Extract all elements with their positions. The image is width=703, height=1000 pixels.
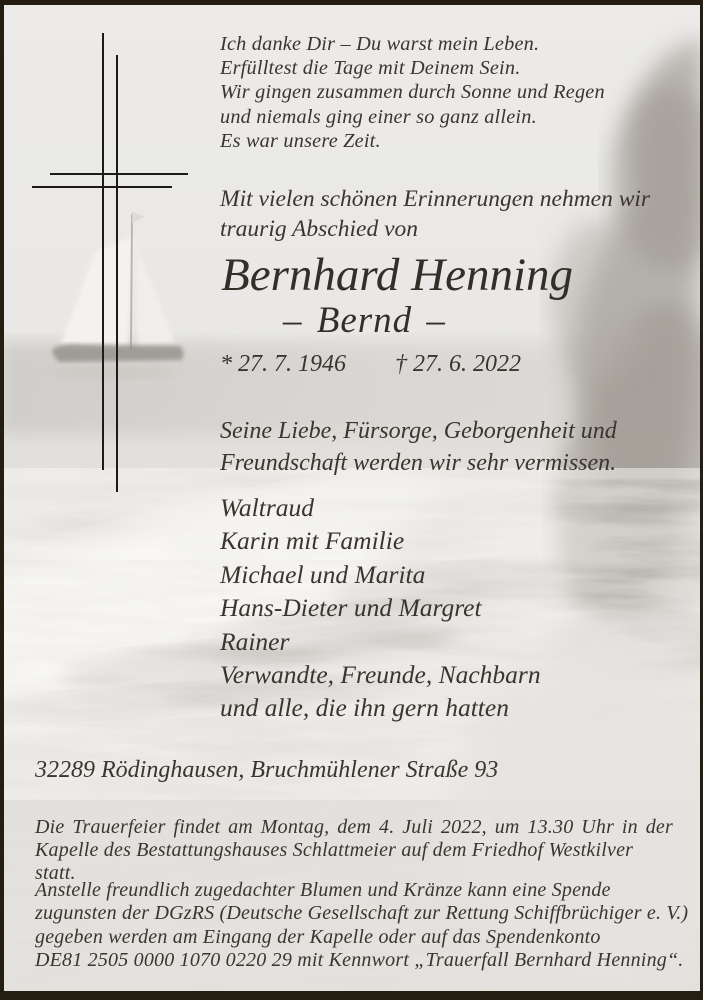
mourner-item: Hans-Dieter und Margret — [220, 593, 482, 623]
poem-line: Ich danke Dir – Du warst mein Leben. — [220, 33, 540, 55]
donation-line: DE81 2505 0000 1070 0220 29 mit Kennwort „Trauerfall Bernhard Henning“. — [35, 949, 684, 972]
mourner-item: und alle, die ihn gern hatten — [220, 693, 509, 723]
address-line: 32289 Rödinghausen, Bruchmühlener Straße 93 — [35, 757, 499, 783]
poem-line: Wir gingen zusammen durch Sonne und Regen — [220, 81, 605, 104]
mourner-item: Michael und Marita — [220, 559, 426, 589]
cross-horizontal-line-1 — [50, 173, 188, 175]
donation-line: gegeben werden am Eingang der Kapelle oder auf das Spendenkonto — [35, 925, 601, 948]
donation-line: zugunsten der DGzRS (Deutsche Gesellschaft zur Rettung Schiffbrüchiger e. V.) — [35, 902, 689, 925]
intro-line: traurig Abschied von — [220, 216, 418, 242]
intro-line: Mit vielen schönen Erinnerungen nehmen wir — [220, 186, 651, 212]
cross-horizontal-line-2 — [32, 186, 172, 188]
death-date: † 27. 6. 2022 — [395, 351, 521, 377]
poem-line: und niemals ging einer so ganz allein. — [220, 105, 537, 128]
funeral-details — [35, 816, 673, 886]
poem-line: Es war unsere Zeit. — [220, 129, 381, 152]
tribute-line: Seine Liebe, Fürsorge, Geborgenheit und — [220, 418, 617, 444]
birth-date: * 27. 7. 1946 — [220, 351, 346, 377]
donation-details — [35, 879, 690, 973]
mourners-list — [220, 491, 541, 725]
mourner-item: Verwandte, Freunde, Nachbarn — [220, 660, 541, 690]
memorial-poem — [220, 32, 605, 153]
funeral-line: Die Trauerfeier findet am Montag, dem 4. Juli 2022, um 13.30 Uhr in der — [35, 816, 673, 838]
funeral-line: Kapelle des Bestattungshauses Schlattmeier auf dem Friedhof Westkilver statt. — [35, 839, 634, 885]
mourner-item: Waltraud — [220, 493, 314, 522]
deceased-name: Bernhard Henning — [221, 249, 574, 301]
cross-vertical-line-1 — [102, 33, 104, 470]
mourner-item: Karin mit Familie — [220, 526, 405, 556]
poem-line: Erfülltest die Tage mit Deinem Sein. — [220, 57, 521, 80]
tribute-text — [220, 416, 617, 479]
donation-line: Anstelle freundlich zugedachter Blumen und Kränze kann eine Spende — [35, 879, 611, 901]
mourner-item: Rainer — [220, 626, 290, 656]
farewell-intro — [220, 184, 650, 244]
cross-vertical-line-2 — [116, 55, 118, 492]
tribute-line: Freundschaft werden wir sehr vermissen. — [220, 449, 617, 476]
deceased-nickname: – Bernd – — [283, 300, 446, 341]
